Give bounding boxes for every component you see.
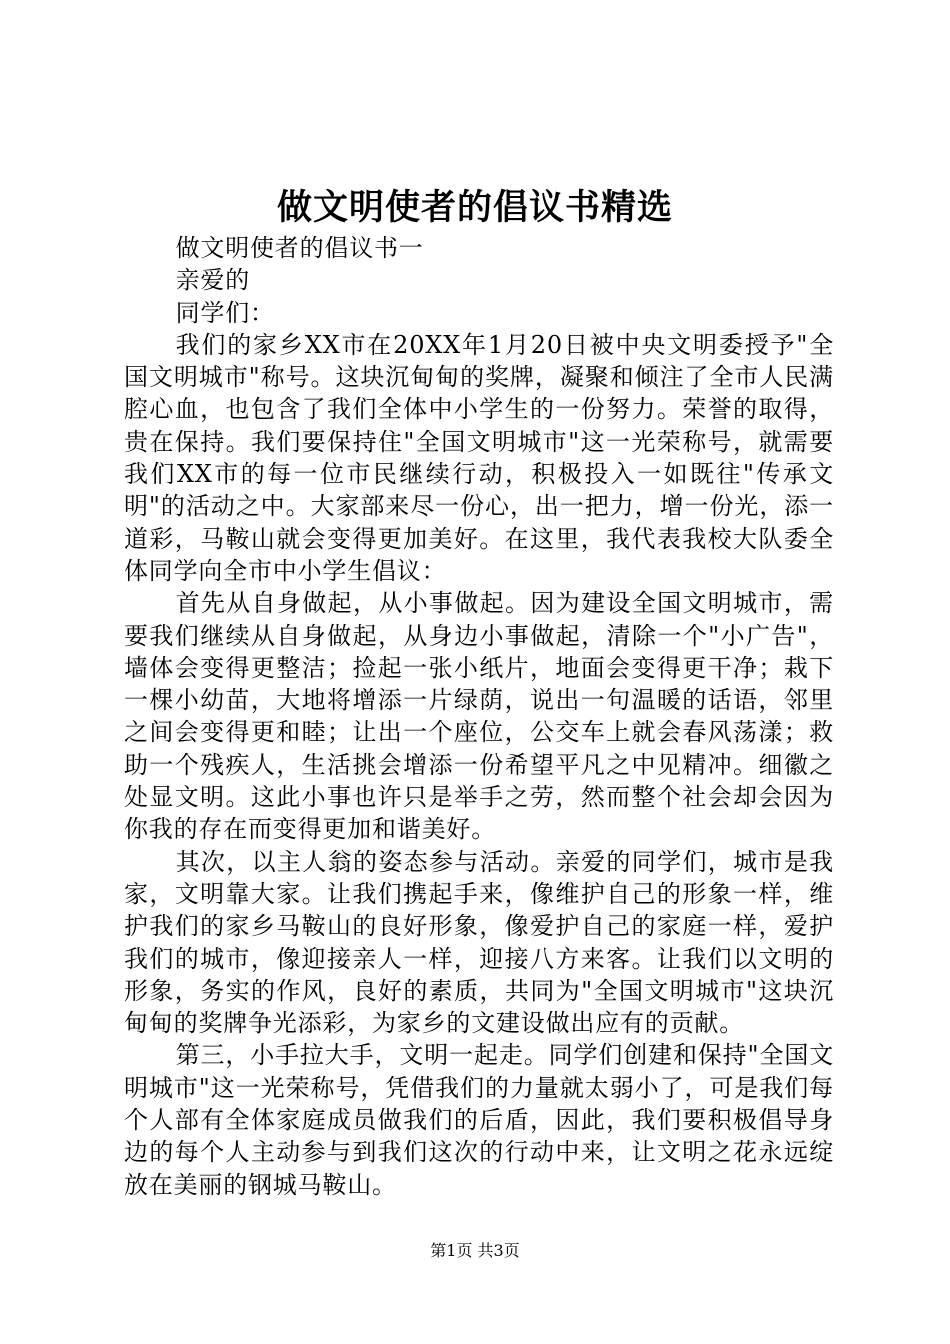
body-paragraph: 我们的家乡XX市在20XX年1月20日被中央文明委授予"全国文明城市"称号。这块沉甸甸的奖牌，凝聚和倾注了全市人民满腔心血，也包含了我们全体中小学生的一份努力。荣誉的取得，贵在保持。我们要保持住"全国文明城市"这一光荣称号，就需要我们XX市的每一位市民继续行动，积极投入一如既往"传承文明"的活动之中。大家部来尽一份心，出一把力，增一份光，添一道彩，马鞍山就会变得更加美好。在这里，我代表我校大队委全体同学向全市中小学生倡议：	[124, 330, 834, 585]
salutation-line-1: 亲爱的	[175, 266, 250, 295]
body-paragraph: 首先从自身做起，从小事做起。因为建设全国文明城市，需要我们继续从自身做起，从身边小事做起，清除一个"小广告"，墙体会变得更整洁；捡起一张小纸片，地面会变得更干净；栽下一棵小幼苗，大地将增添一片绿荫，说出一句温暖的话语，邻里之间会变得更和睦；让出一个座位，公交车上就会春风荡漾；救助一个残疾人，生活挑会增添一份希望平凡之中见精冲。细徽之处显文明。这此小事也许只是举手之劳，然而整个社会却会因为你我的存在而变得更加和谐美好。	[124, 589, 834, 844]
body-paragraph: 其次，以主人翁的姿态参与活动。亲爱的同学们，城市是我家，文明靠大家。让我们携起手来，像维护自己的形象一样，维护我们的家乡马鞍山的良好形象，像爱护自己的家庭一样，爱护我们的城市，像迎接亲人一样，迎接八方来客。让我们以文明的形象，务实的作风，良好的素质，共同为"全国文明城市"这块沉甸甸的奖牌争光添彩，为家乡的文建设做出应有的贡献。	[124, 847, 834, 1038]
body-paragraph: 第三，小手拉大手，文明一起走。同学们创建和保持"全国文明城市"这一光荣称号，凭借我们的力量就太弱小了，可是我们每个人部有全体家庭成员做我们的后盾，因此，我们要积极倡导身边的每个人主动参与到我们这次的行动中来，让文明之花永远绽放在美丽的钢城马鞍山。	[124, 1041, 834, 1199]
document-title: 做文明使者的倡议书精选	[276, 187, 673, 228]
page-footer: 第1页 共3页	[430, 1241, 520, 1260]
subtitle-paragraph: 做文明使者的倡议书一	[175, 234, 424, 262]
salutation-line-2: 同学们：	[175, 298, 275, 327]
document-body	[124, 232, 834, 1201]
